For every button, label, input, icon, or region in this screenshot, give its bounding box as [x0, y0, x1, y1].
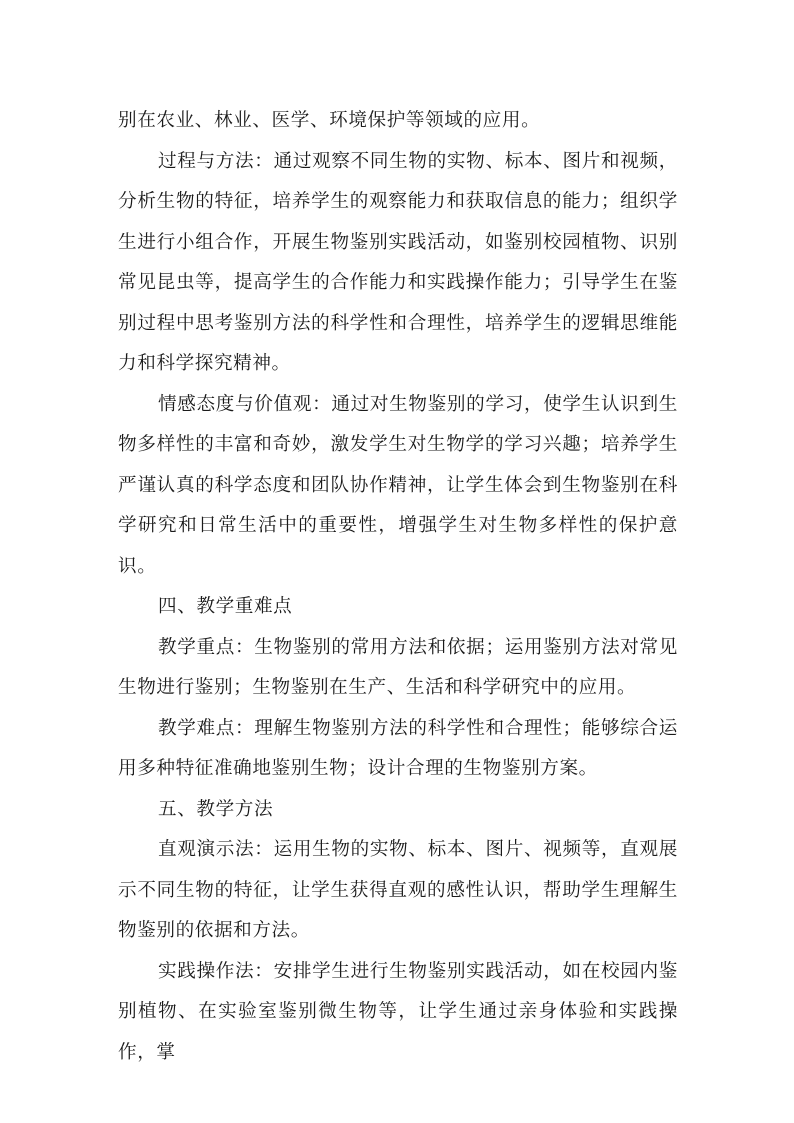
document-page	[118, 101, 678, 1073]
paragraph-practice-method: 实践操作法：安排学生进行生物鉴别实践活动，如在校园内鉴别植物、在实验室鉴别微生物等，让学生通过亲身体验和实践操作，掌	[118, 960, 678, 1063]
paragraph-demo-method: 直观演示法：运用生物的实物、标本、图片、视频等，直观展示不同生物的特征，让学生获得直观的感性认识，帮助学生理解生物鉴别的依据和方法。	[118, 839, 678, 941]
paragraph-key-points: 教学重点：生物鉴别的常用方法和依据；运用鉴别方法对常见生物进行鉴别；生物鉴别在生产、生活和科学研究中的应用。	[118, 636, 678, 698]
paragraph-difficult-points: 教学难点：理解生物鉴别方法的科学性和合理性；能够综合运用多种特征准确地鉴别生物；设计合理的生物鉴别方案。	[118, 717, 678, 779]
paragraph-emotion-values: 情感态度与价值观：通过对生物鉴别的学习，使学生认识到生物多样性的丰富和奇妙，激发学生对生物学的学习兴趣；培养学生严谨认真的科学态度和团队协作精神，让学生体会到生物鉴别在科学研究和日常生活中的重要性，增强学生对生物多样性的保护意识。	[118, 393, 678, 577]
section-heading-teaching-key-difficult: 四、教学重难点	[158, 596, 293, 617]
section-heading-teaching-methods: 五、教学方法	[158, 798, 274, 820]
paragraph-continuation: 别在农业、林业、医学、环境保护等领域的应用。	[118, 110, 541, 131]
paragraph-process-method: 过程与方法：通过观察不同生物的实物、标本、图片和视频，分析生物的特征，培养学生的观察能力和获取信息的能力；组织学生进行小组合作，开展生物鉴别实践活动，如鉴别校园植物、识别常见昆虫等，提高学生的合作能力和实践操作能力；引导学生在鉴别过程中思考鉴别方法的科学性和合理性，培养学生的逻辑思维能力和科学探究精神。	[118, 150, 678, 374]
